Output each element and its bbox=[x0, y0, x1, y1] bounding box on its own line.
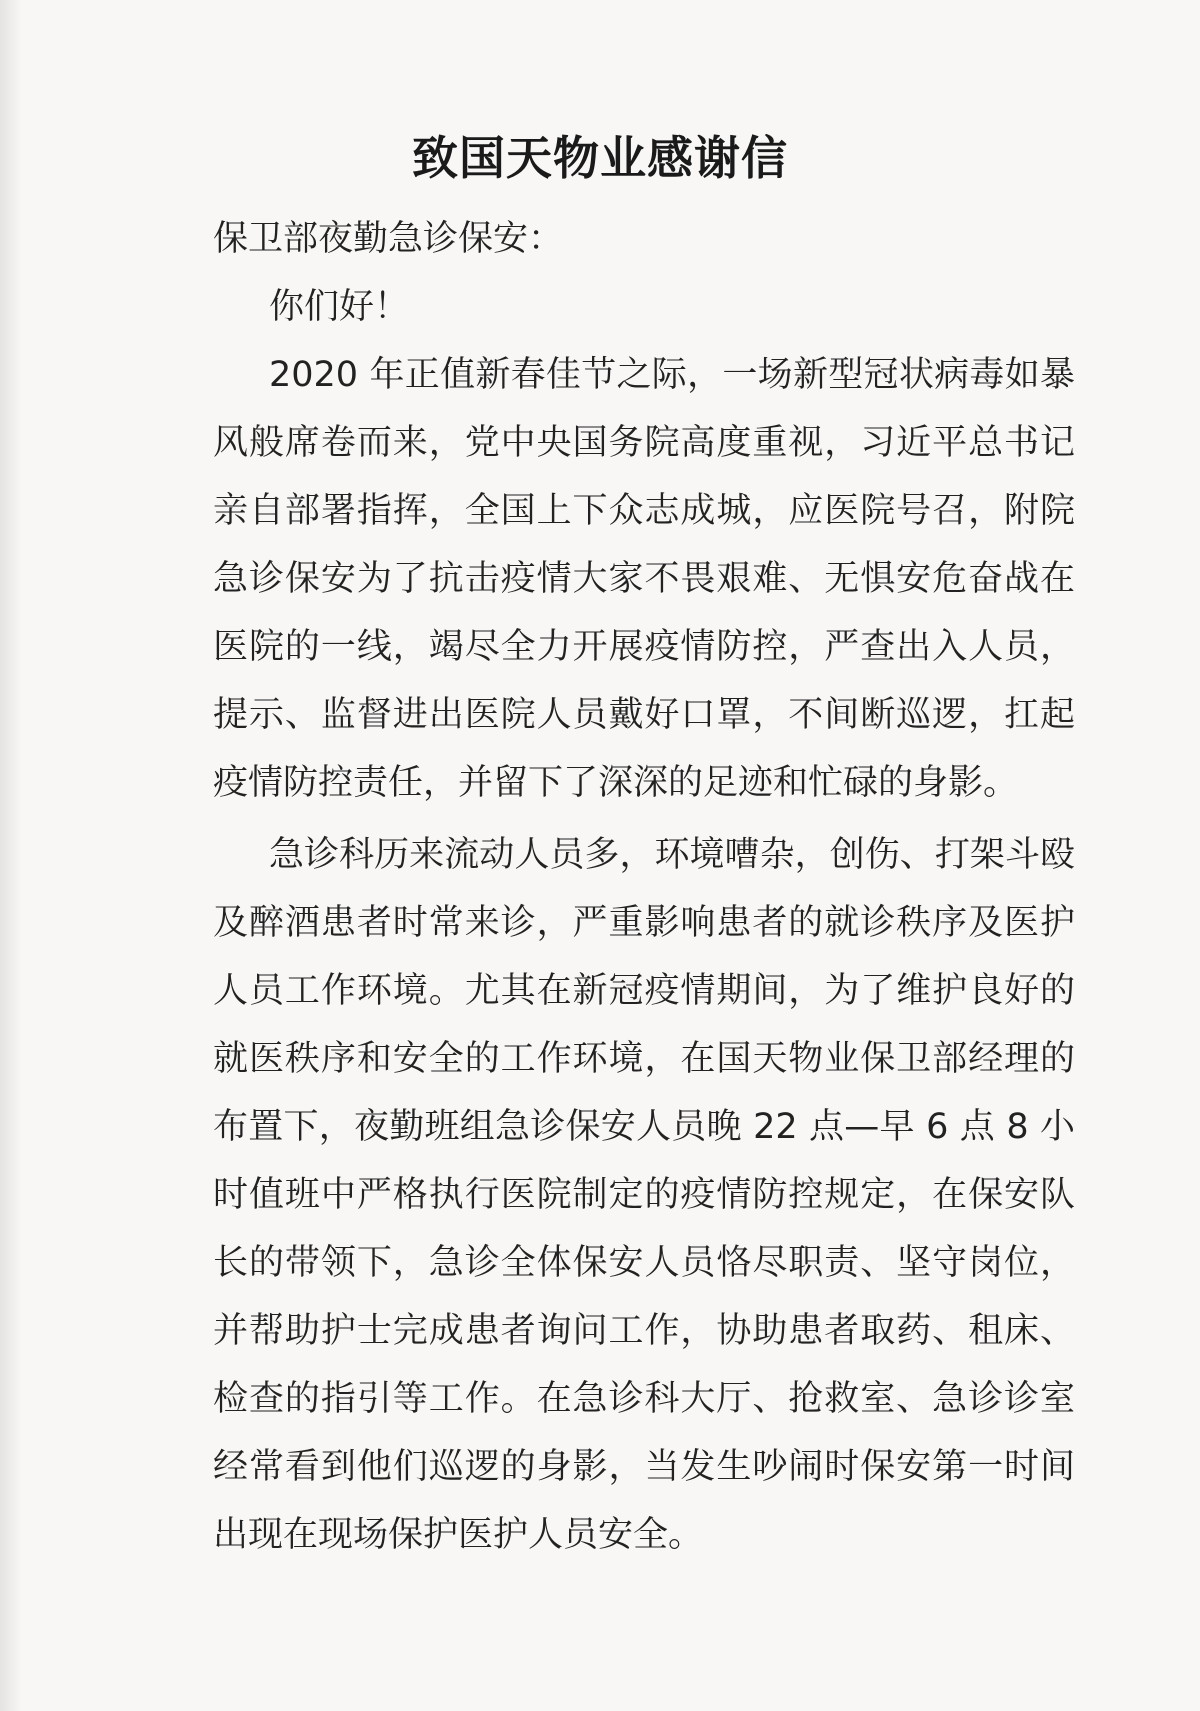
page-edge-shadow bbox=[0, 0, 22, 1711]
salutation: 保卫部夜勤急诊保安： bbox=[213, 219, 564, 259]
letter-body bbox=[213, 205, 1075, 1569]
letter-title: 致国天物业感谢信 bbox=[412, 131, 788, 185]
paragraph-1: 2020 年正值新春佳节之际，一场新型冠状病毒如暴风般席卷而来，党中央国务院高度重视，习近平总书记亲自部署指挥，全国上下众志成城，应医院号召，附院急诊保安为了抗击疫情大家不畏艰难、无惧安危奋战在医院的一线，竭尽全力开展疫情防控，严查出入人员，提示、监督进出医院人员戴好口罩，不间断巡逻，扛起疫情防控责任，并留下了深深的足迹和忙碌的身影。 bbox=[213, 355, 1075, 803]
paragraph-2: 急诊科历来流动人员多，环境嘈杂，创伤、打架斗殴及醉酒患者时常来诊，严重影响患者的就诊秩序及医护人员工作环境。尤其在新冠疫情期间，为了维护良好的就医秩序和安全的工作环境，在国天物业保卫部经理的布置下，夜勤班组急诊保安人员晚 22 点—早 6 点 8 小时值班中严格执行医院制定的疫情防控规定，在保安队长的带领下，急诊全体保安人员恪尽职责、坚守岗位，并帮助护士完成患者询问工作，协助患者取药、租床、检查的指引等工作。在急诊科大厅、抢救室、急诊诊室经常看到他们巡逻的身影，当发生吵闹时保安第一时间出现在现场保护医护人员安全。 bbox=[213, 835, 1075, 1555]
greeting: 你们好！ bbox=[269, 287, 410, 327]
